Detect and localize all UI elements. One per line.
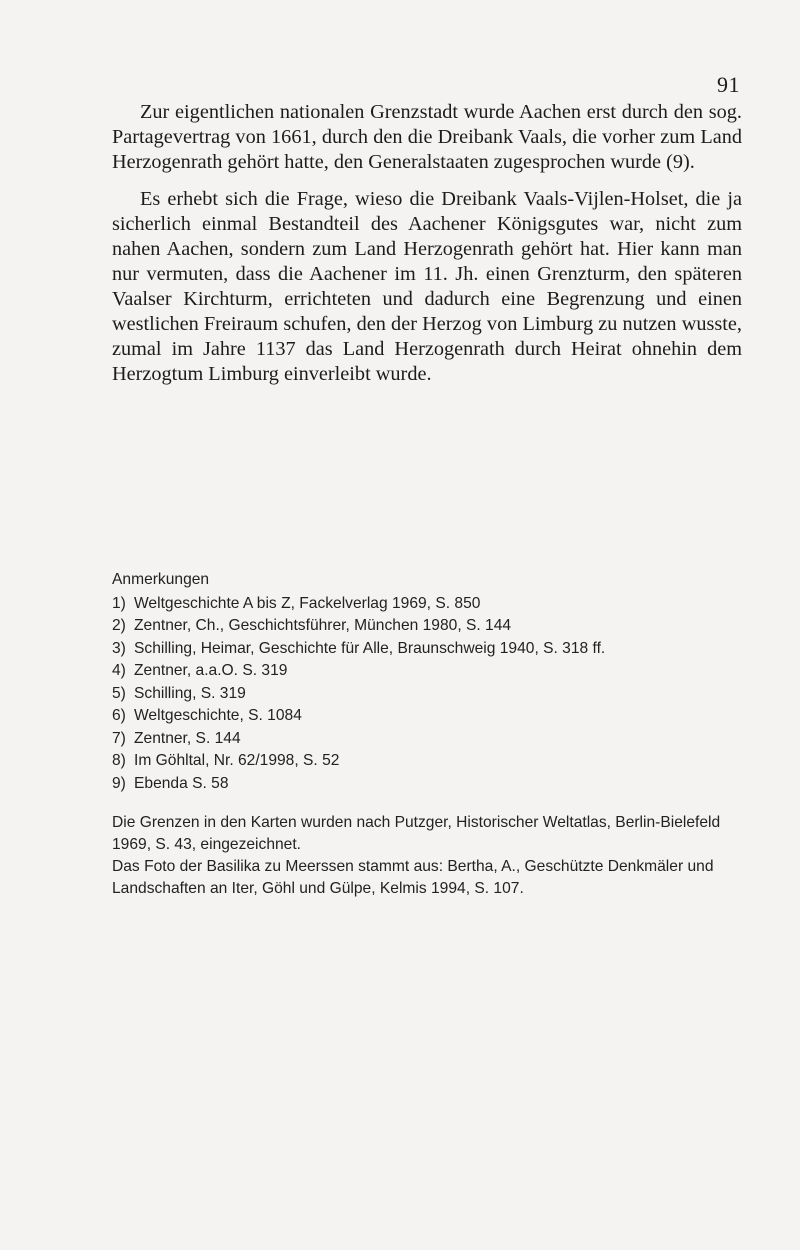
photo-credit: Das Foto der Basilika zu Meerssen stammt aus: Bertha, A., Geschützte Denkmäler und Landschaften an Iter, Göhl und Gülpe, Kelmis 1994, S. 107. (112, 858, 714, 897)
paragraph-2: Es erhebt sich die Frage, wieso die Dreibank Vaals-Vijlen-Holset, die ja sicherlich einmal Bestandteil des Aachener Königsgutes war, nicht zum nahen Aachen, sondern zum Land Herzogenrath gehört hat. Hier kann man nur vermuten, dass die Aachener im 11. Jh. einen Grenzturm, den späteren Vaalser Kirchturm, errichteten und dadurch eine Begrenzung und einen westlichen Freiraum schufen, den der Herzog von Limburg zu nutzen wusste, zumal im Jahre 1137 das Land Herzogenrath durch Heirat ohnehin dem Herzogtum Limburg einverleibt wurde. (112, 188, 742, 385)
footnote-number: 7) (112, 729, 126, 747)
body-text (112, 100, 742, 387)
footnote-item (112, 660, 752, 683)
footnotes (112, 569, 752, 795)
footnote-item (112, 773, 752, 796)
footnote-item (112, 683, 752, 706)
footnote-text: Weltgeschichte A bis Z, Fackelverlag 1969, S. 850 (134, 594, 481, 612)
footnote-number: 3) (112, 639, 126, 657)
footnote-text: Ebenda S. 58 (134, 774, 229, 792)
footnote-text: Zentner, S. 144 (134, 729, 241, 747)
footnote-text: Zentner, Ch., Geschichtsführer, München 1980, S. 144 (134, 617, 512, 634)
footnote-item (112, 750, 752, 773)
footnote-text: Zentner, a.a.O. S. 319 (134, 662, 288, 679)
image-credits (112, 812, 742, 900)
map-credit: Die Grenzen in den Karten wurden nach Putzger, Historischer Weltatlas, Berlin-Bielefeld 1969, S. 43, eingezeichnet. (112, 814, 721, 853)
footnote-text: Schilling, Heimar, Geschichte für Alle, Braunschweig 1940, S. 318 ff. (134, 639, 606, 657)
footnote-number: 2) (112, 617, 126, 634)
footnote-item (112, 593, 752, 616)
footnote-text: Im Göhltal, Nr. 62/1998, S. 52 (134, 752, 340, 769)
footnote-item (112, 615, 752, 638)
footnote-number: 8) (112, 752, 126, 769)
footnote-number: 4) (112, 662, 126, 679)
footnote-item (112, 638, 752, 661)
footnote-item (112, 705, 752, 728)
paragraph-1: Zur eigentlichen nationalen Grenzstadt wurde Aachen erst durch den sog. Partagevertrag von 1661, durch den die Dreibank Vaals, die vorher zum Land Herzogenrath gehört hatte, den Generalstaaten zugesprochen wurde (9). (112, 101, 742, 173)
footnote-item (112, 728, 752, 751)
footnote-text: Schilling, S. 319 (134, 684, 246, 702)
footnote-list (112, 593, 752, 796)
footnote-text: Weltgeschichte, S. 1084 (134, 707, 302, 724)
footnotes-heading: Anmerkungen (112, 571, 210, 588)
footnote-number: 1) (112, 594, 126, 612)
footnote-number: 9) (112, 774, 126, 792)
footnote-number: 6) (112, 707, 126, 724)
page-number: 91 (717, 72, 740, 97)
footnote-number: 5) (112, 684, 126, 702)
